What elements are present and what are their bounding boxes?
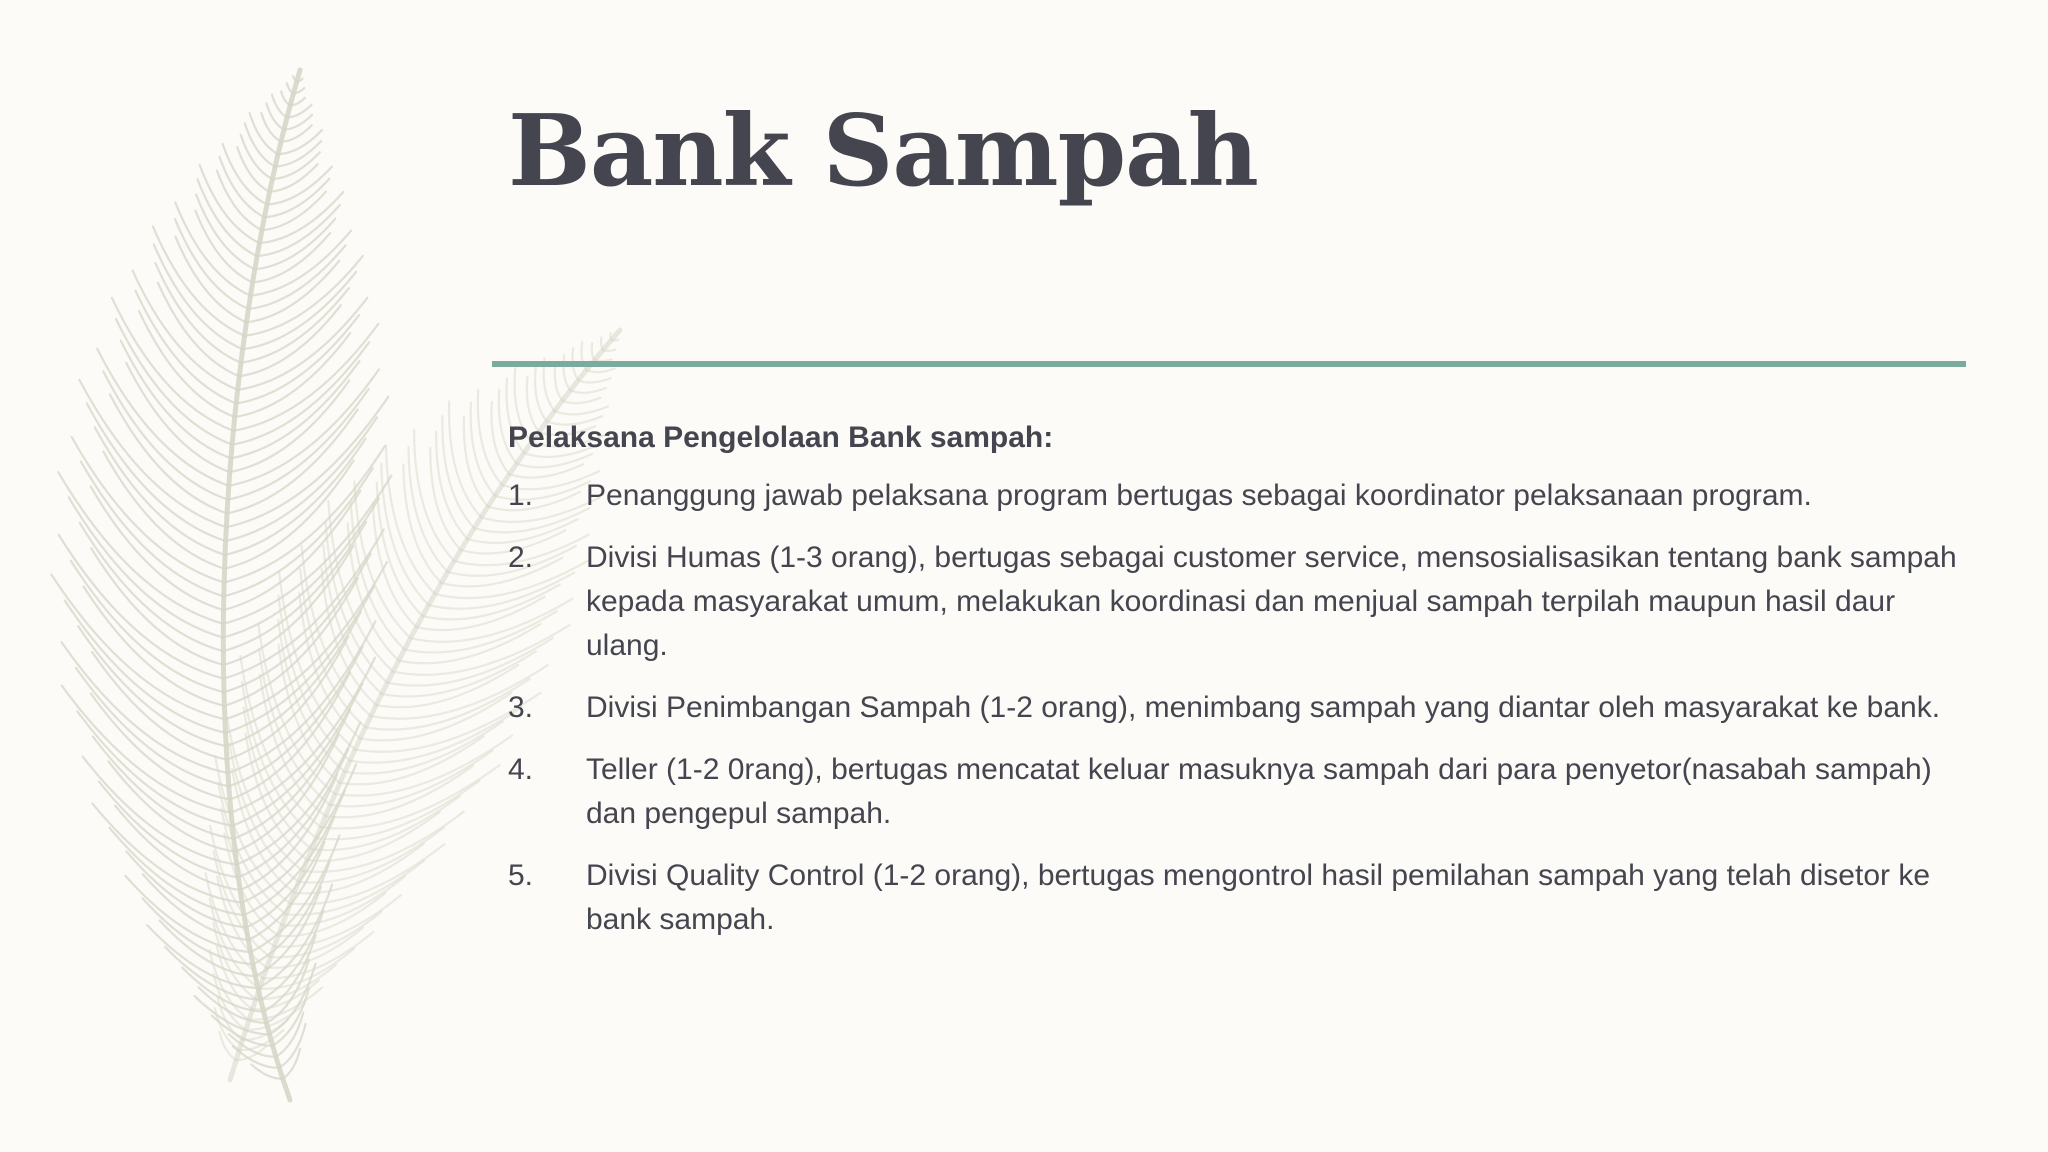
list-item-text: Divisi Humas (1-3 orang), bertugas sebagai customer service, mensosialisasikan tentang bank sampah kepada masyarakat umum, melakukan koordinasi dan menjual sampah terpilah maupun hasil daur ulang. (586, 541, 1957, 662)
list-item (508, 748, 1958, 836)
list-item-text: Penanggung jawab pelaksana program bertugas sebagai koordinator pelaksanaan program. (586, 479, 1812, 512)
title-divider (492, 361, 1966, 367)
list-item-text: Teller (1-2 0rang), bertugas mencatat keluar masuknya sampah dari para penyetor(nasabah sampah) dan pengepul sampah. (586, 753, 1932, 830)
list-item (508, 686, 1958, 730)
list-item-number: 3. (508, 691, 534, 724)
list-item-number: 4. (508, 753, 534, 786)
subheading: Pelaksana Pengelolaan Bank sampah: (508, 421, 1054, 454)
list-item (508, 474, 1958, 518)
list-item (508, 536, 1958, 668)
list-item-number: 2. (508, 541, 534, 574)
list-item-text: Divisi Quality Control (1-2 orang), bertugas mengontrol hasil pemilahan sampah yang telah disetor ke bank sampah. (586, 859, 1931, 936)
slide-title: Bank Sampah (508, 94, 1258, 209)
list-item-text: Divisi Penimbangan Sampah (1-2 orang), menimbang sampah yang diantar oleh masyarakat ke bank. (586, 691, 1941, 724)
numbered-list (508, 474, 1958, 942)
slide-body (508, 414, 1958, 960)
list-item (508, 854, 1958, 942)
list-item-number: 5. (508, 859, 534, 892)
list-item-number: 1. (508, 479, 534, 512)
